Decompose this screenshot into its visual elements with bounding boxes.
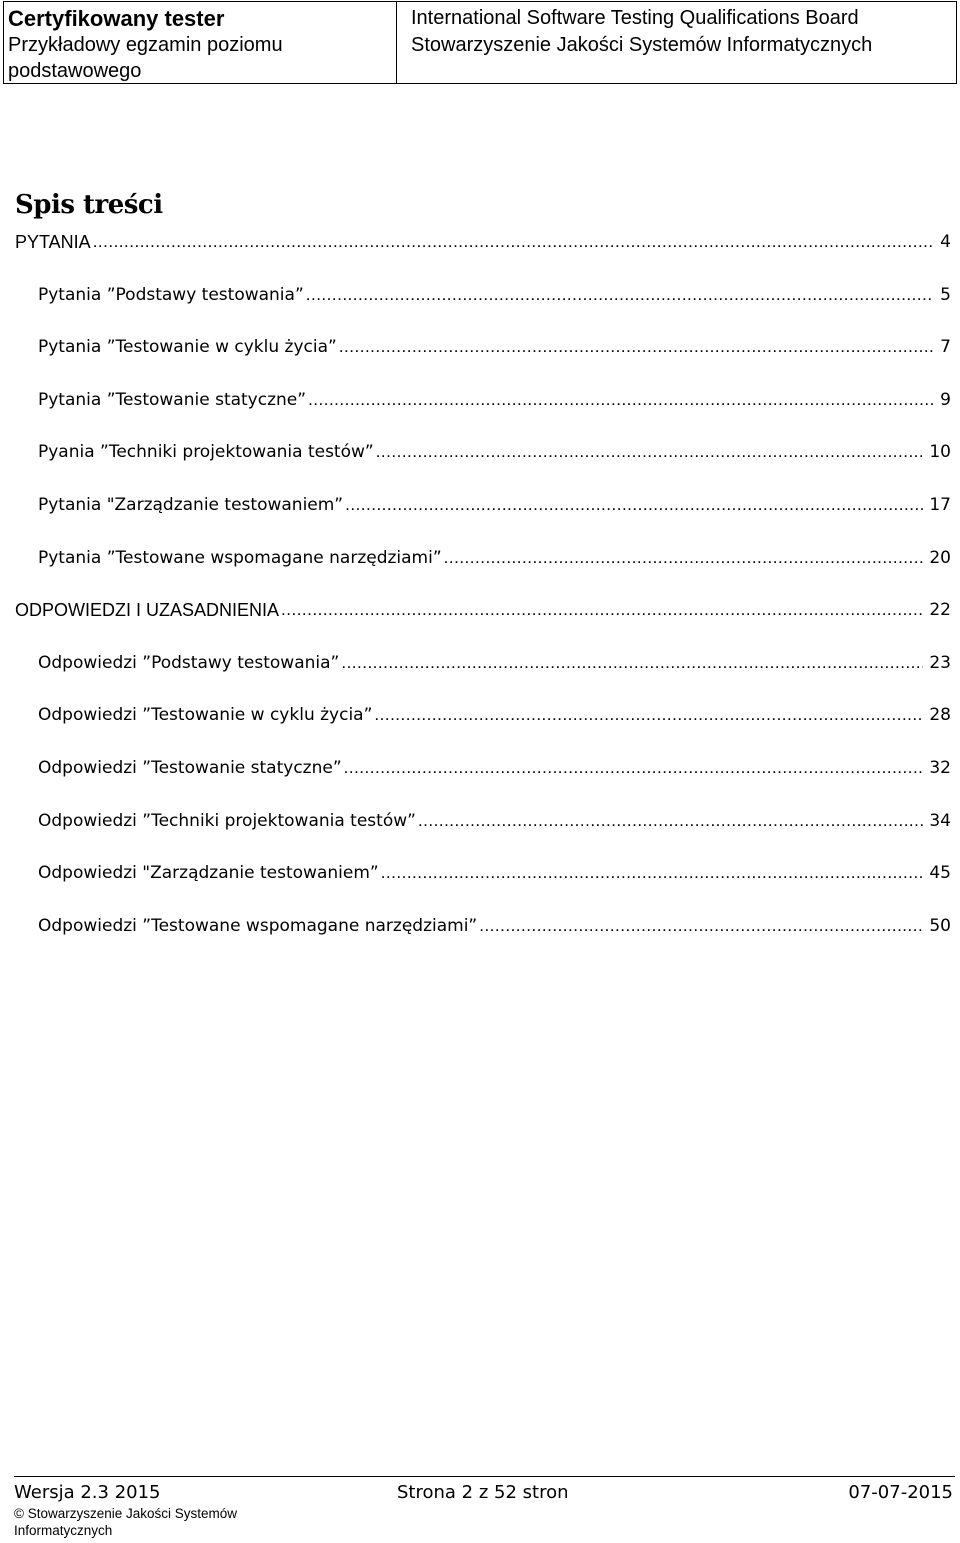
toc-entry-page: 28 [929,705,951,726]
toc-entry-odpowiedzi-narzedzia[interactable] [15,912,951,965]
document-header [3,1,957,84]
toc-entry-pytania-cykl-zycia[interactable] [15,333,951,386]
toc-dot-leader [479,912,923,940]
toc-entry-label: Pytania "Zarządzanie testowaniem” [38,494,344,515]
toc-entry-label: Odpowiedzi ”Techniki projektowania testów” [38,810,416,831]
toc-entry-pytania[interactable] [15,228,951,281]
table-of-contents [15,228,951,964]
toc-dot-leader [418,807,923,835]
toc-entry-pytania-narzedzia[interactable] [15,544,951,597]
header-title: Certyfikowany tester [8,6,225,31]
footer-copyright: © Stowarzyszenie Jakości Systemów Informatycznych [14,1506,238,1538]
header-subtitle: Przykładowy egzamin poziomu podstawowego [8,34,283,82]
toc-entry-page: 50 [929,915,951,936]
toc-entry-odpowiedzi-zarzadzanie[interactable] [15,859,951,912]
toc-entry-page: 17 [929,494,951,515]
toc-entry-label: Odpowiedzi ”Podstawy testowania” [38,652,340,673]
toc-entry-page: 32 [929,757,951,778]
toc-entry-odpowiedzi-techniki[interactable] [15,807,951,860]
footer-date: 07-07-2015 [848,1482,953,1503]
toc-entry-pytania-techniki[interactable] [15,438,951,491]
toc-entry-label: Pytania ”Podstawy testowania” [38,284,304,305]
footer-page-number: Strona 2 z 52 stron [397,1482,569,1503]
footer-divider [14,1476,955,1477]
header-org-line1: International Software Testing Qualifications Board [411,7,859,29]
toc-entry-pytania-zarzadzanie[interactable] [15,491,951,544]
toc-entry-label: Odpowiedzi "Zarządzanie testowaniem” [38,863,379,884]
toc-dot-leader [308,386,934,414]
toc-dot-leader [93,228,934,256]
toc-entry-odpowiedzi-cykl-zycia[interactable] [15,701,951,754]
toc-entry-label: Pytania ”Testowanie w cyklu życia” [38,337,337,358]
toc-entry-label: ODPOWIEDZI I UZASADNIENIA [15,600,280,621]
toc-entry-page: 4 [940,232,951,252]
toc-entry-page: 22 [929,600,951,621]
toc-dot-leader [344,754,924,782]
toc-dot-leader [345,491,923,519]
toc-entry-odpowiedzi[interactable] [15,596,951,649]
toc-dot-leader [281,596,923,624]
toc-dot-leader [444,544,924,572]
toc-entry-label: Pytania ”Testowanie statyczne” [38,389,307,410]
toc-dot-leader [339,333,934,361]
toc-dot-leader [374,701,923,729]
toc-entry-page: 10 [929,442,951,463]
toc-dot-leader [376,438,924,466]
toc-dot-leader [306,281,934,309]
toc-entry-pytania-podstawy[interactable] [15,281,951,334]
toc-entry-pytania-statyczne[interactable] [15,386,951,439]
header-org-line2: Stowarzyszenie Jakości Systemów Informatycznych [411,34,873,56]
toc-entry-label: Odpowiedzi ”Testowanie statyczne” [38,757,342,778]
toc-entry-label: Odpowiedzi ”Testowanie w cyklu życia” [38,705,373,726]
toc-entry-label: Pyania ”Techniki projektowania testów” [38,442,374,463]
footer-version: Wersja 2.3 2015 [14,1482,161,1503]
header-right-cell [397,2,956,83]
toc-heading: Spis treści [15,190,163,220]
toc-entry-page: 34 [929,810,951,831]
toc-entry-label: Odpowiedzi ”Testowane wspomagane narzędziami” [38,915,478,936]
toc-entry-label: PYTANIA [15,232,91,252]
header-left-cell [4,2,397,83]
toc-entry-page: 45 [929,863,951,884]
toc-entry-label: Pytania ”Testowane wspomagane narzędziami” [38,547,442,568]
toc-entry-odpowiedzi-podstawy[interactable] [15,649,951,702]
toc-dot-leader [341,649,923,677]
toc-entry-page: 7 [940,337,951,358]
toc-entry-odpowiedzi-statyczne[interactable] [15,754,951,807]
toc-entry-page: 23 [929,652,951,673]
toc-entry-page: 9 [940,389,951,410]
toc-dot-leader [381,859,924,887]
toc-entry-page: 5 [940,284,951,305]
toc-entry-page: 20 [929,547,951,568]
